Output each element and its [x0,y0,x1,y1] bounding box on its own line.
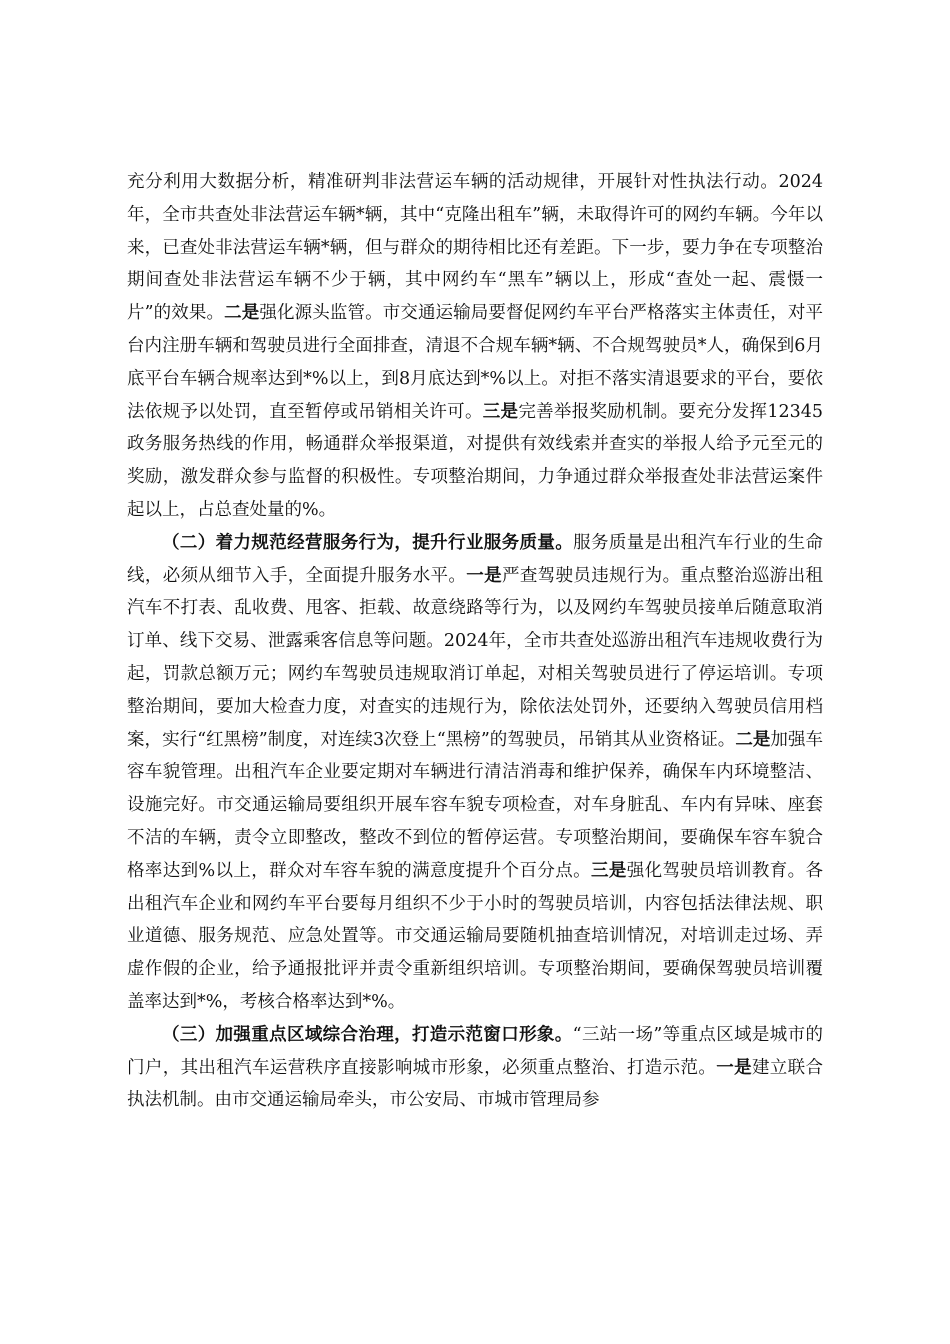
paragraph-3 [127,1019,823,1117]
paragraph-2-text-1: 严查驾驶员违规行为。重点整治巡游出租汽车不打表、乱收费、甩客、拒载、故意绕路等行为，以及网约车驾驶员接单后随意取消订单、线下交易、泄露乘客信息等问题。2024年，全市共查处巡游出租汽车违规收费行为起，罚款总额万元；网约车驾驶员违规取消订单起，对相关驾驶员进行了停运培训。专项整治期间，要加大检查力度，对查实的违规行为，除依法处罚外，还要纳入驾驶员信用档案，实行“红黑榜”制度，对连续3次登上“黑榜”的驾驶员，吊销其从业资格证。 [127,565,824,750]
paragraph-1-text-2: 强化源头监管。市交通运输局要督促网约车平台严格落实主体责任，对平台内注册车辆和驾驶员进行全面排查，清退不合规车辆*辆、不合规驾驶员*人，确保到6月底平台车辆合规率达到*%以上，到8月底达到*%以上。对拒不落实清退要求的平台，要依法依规予以处罚，直至暂停或吊销相关许可。 [127,303,824,422]
paragraph-1-lead-3: 三是 [482,401,519,422]
section-heading-2: （二）着力规范经营服务行为，提升行业服务质量。 [162,532,574,553]
document-page [127,166,823,1117]
paragraph-3-text-intro: “三站一场”等重点区域是城市的门户，其出租汽车运营秩序直接影响城市形象，必须重点整治、打造示范。 [127,1024,823,1078]
paragraph-1 [127,166,823,527]
paragraph-2-lead-2: 二是 [735,729,771,750]
paragraph-2-text-2: 加强车容车貌管理。出租汽车企业要定期对车辆进行清洁消毒和维护保养，确保车内环境整洁、设施完好。市交通运输局要组织开展车容车貌专项检查，对车身脏乱、车内有异味、座套不洁的车辆，责令立即整改，整改不到位的暂停运营。专项整治期间，要确保车容车貌合格率达到%以上，群众对车容车貌的满意度提升个百分点。 [127,729,823,881]
paragraph-2 [127,527,823,1019]
paragraph-1-lead-2: 二是 [224,303,260,324]
paragraph-1-text-3: 完善举报奖励机制。要充分发挥12345政务服务热线的作用，畅通群众举报渠道，对提供有效线索并查实的举报人给予元至元的奖励，激发群众参与监督的积极性。专项整治期间，力争通过群众举报查处非法营运案件起以上，占总查处量的%。 [127,401,824,520]
paragraph-2-lead-3: 三是 [590,860,627,881]
paragraph-2-text-3: 强化驾驶员培训教育。各出租汽车企业和网约车平台要每月组织不少于小时的驾驶员培训，内容包括法律法规、职业道德、服务规范、应急处置等。市交通运输局要随机抽查培训情况，对培训走过场、弄虚作假的企业，给予通报批评并责令重新组织培训。专项整治期间，要确保驾驶员培训覆盖率达到*%，考核合格率达到*%。 [127,860,823,1012]
section-heading-3: （三）加强重点区域综合治理，打造示范窗口形象。 [162,1024,573,1045]
paragraph-2-lead-1: 一是 [466,565,502,586]
paragraph-3-text-1: 建立联合执法机制。由市交通运输局牵头，市公安局、市城市管理局参 [127,1057,824,1111]
paragraph-1-text-1: 充分利用大数据分析，精准研判非法营运车辆的活动规律，开展针对性执法行动。2024年，全市共查处非法营运车辆*辆，其中“克隆出租车”辆，未取得许可的网约车辆。今年以来，已查处非法营运车辆*辆，但与群众的期待相比还有差距。下一步，要力争在专项整治期间查处非法营运车辆不少于辆，其中网约车“黑车”辆以上，形成“查处一起、震慑一片”的效果。 [127,172,823,324]
paragraph-2-text-intro: 服务质量是出租汽车行业的生命线，必须从细节入手，全面提升服务水平。 [127,532,823,586]
paragraph-3-lead-1: 一是 [716,1057,752,1078]
